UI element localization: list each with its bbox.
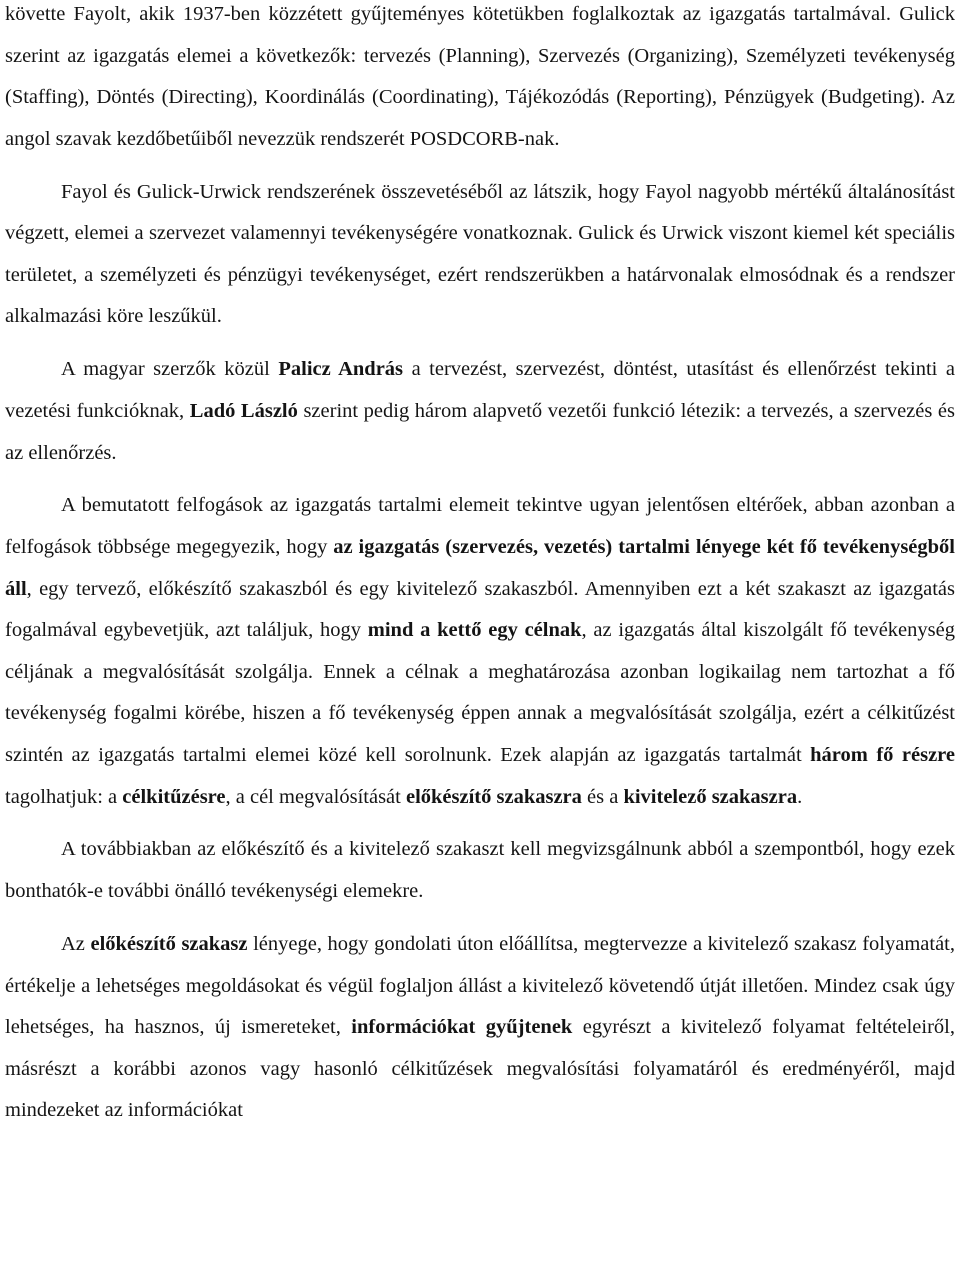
text-run: szerint pedig három alapvető vezetői funkció létezik: a tervezés, a szervezés és az ellenőrzés. bbox=[5, 399, 955, 464]
text-run: egyrészt a kivitelező folyamat feltételeiről, másrészt a korábbi azonos vagy hasonló célkitűzések megvalósítási folyamatáról és eredményéről, majd mindezeket az információkat bbox=[5, 1016, 955, 1122]
bold-text: három fő részre bbox=[810, 743, 955, 766]
text-run: . bbox=[797, 785, 803, 808]
text-run: A bemutatott felfogások az igazgatás tartalmi elemeit tekintve ugyan jelentősen eltérőek, abban azonban a felfogások többsége megegyezik, hogy bbox=[5, 494, 955, 559]
text-run: , a cél megvalósítását bbox=[225, 785, 406, 808]
paragraph bbox=[5, 924, 955, 1132]
text-run: követte Fayolt, akik 1937-ben közzétett gyűjteményes kötetükben foglalkoztak az igazgatás tartalmával. Gulick szerint az igazgatás elemei a következők: tervezés (Planning), Szervezés (Organizing), Személyzeti tevékenység (Staffing), Döntés (Directing), Koordinálás (Coordinating), Tájékozódás (Reporting), Pénzügyek (Budgeting). Az angol szavak kezdőbetűiből nevezzük rendszerét POSDCORB-nak. bbox=[5, 3, 955, 150]
text-run: Az bbox=[61, 932, 91, 955]
text-run: lényege, hogy gondolati úton előállítsa, megtervezze a kivitelező szakasz folyamatát, értékelje a lehetséges megoldásokat és végül foglaljon állást a kivitelező követendő útját illetően. Mindez csak úgy lehetséges, ha hasznos, új ismereteket, bbox=[5, 932, 956, 1039]
paragraph bbox=[5, 349, 955, 474]
paragraph bbox=[5, 485, 955, 818]
bold-text: előkészítő szakaszra bbox=[405, 785, 582, 808]
paragraph bbox=[5, 0, 955, 160]
text-run: a tervezést, szervezést, döntést, utasítást és ellenőrzést tekinti a vezetési funkcióknak, bbox=[5, 358, 955, 422]
text-run: , az igazgatás által kiszolgált fő tevékenység céljának a megvalósítását szolgálja. Ennek a célnak a meghatározása azonban logikailag nem tartozhat a fő tevékenység fogalmi körébe, hiszen a fő tevékenység éppen annak a megvalósítását szolgálja, ezért a célkitűzést szintén az igazgatás tartalmi elemei közé kell sorolnunk. Ezek alapján az igazgatás tartalmát bbox=[5, 619, 955, 766]
text-run: Fayol és Gulick-Urwick rendszerének összevetéséből az látszik, hogy Fayol nagyobb mértékű általánosítást végzett, elemei a szervezet valamennyi tevékenységére vonatkoznak. Gulick és Urwick viszont kiemel két speciális területet, a személyzeti és pénzügyi tevékenységet, ezért rendszerükben a határvonalak elmosódnak és a rendszer alkalmazási köre leszűkül. bbox=[5, 180, 955, 328]
text-run: tagolhatjuk: a bbox=[5, 785, 123, 808]
bold-text: mind a kettő egy célnak bbox=[367, 619, 582, 642]
text-run: , egy tervező, előkészítő szakaszból és egy kivitelező szakaszból. Amennyiben ezt a két szakaszt az igazgatás fogalmával egybevetjük, azt találjuk, hogy bbox=[5, 577, 955, 642]
bold-text: kivitelező szakaszra bbox=[623, 785, 798, 808]
text-run: és a bbox=[581, 785, 624, 808]
paragraph bbox=[5, 172, 955, 338]
text-run: A továbbiakban az előkészítő és a kivitelező szakaszt kell megvizsgálnunk abból a szempontból, hogy ezek bonthatók-e további önálló tevékenységi elemekre. bbox=[5, 838, 955, 903]
bold-text: információkat gyűjtenek bbox=[351, 1016, 573, 1039]
document-page bbox=[5, 0, 955, 1143]
bold-text: az igazgatás (szervezés, vezetés) tartalmi lényege két fő tevékenységből áll bbox=[5, 536, 956, 600]
text-run: A magyar szerzők közül bbox=[61, 358, 279, 381]
bold-text: célkitűzésre bbox=[122, 785, 226, 808]
bold-text: Palicz András bbox=[278, 358, 404, 381]
paragraph bbox=[5, 829, 955, 912]
bold-text: előkészítő szakasz bbox=[90, 932, 248, 955]
bold-text: Ladó László bbox=[189, 399, 298, 422]
